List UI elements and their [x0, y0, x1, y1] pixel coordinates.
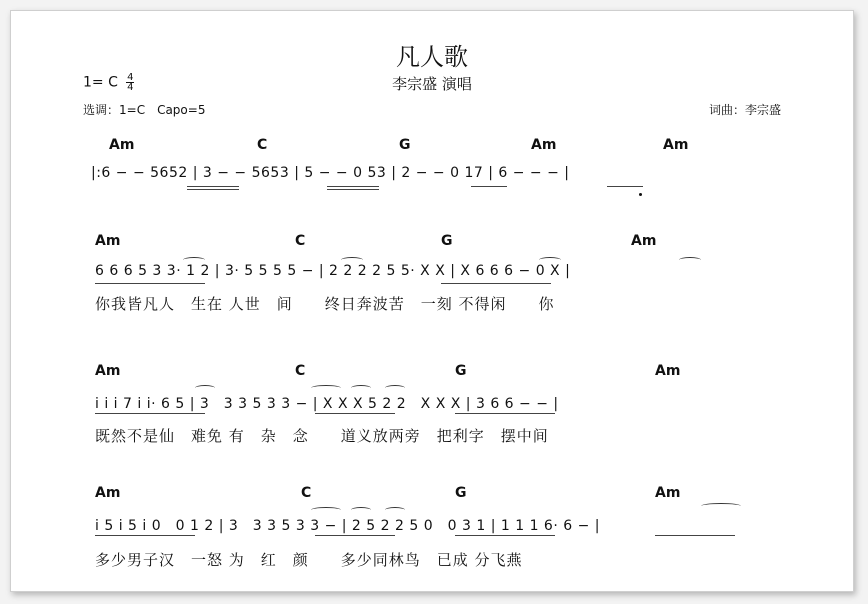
- beam: [607, 186, 643, 187]
- beam: [315, 535, 395, 536]
- chord: C: [257, 137, 268, 153]
- key-signature: [83, 73, 134, 92]
- time-signature: [126, 73, 134, 92]
- notation-line: i 5 i 5 i 0 0 1 2 | 3 3 3 5 3 3 − | 2 5 2 2 5 0 0 3 1 | 1 1 1 6· 6 − |: [95, 518, 600, 534]
- beam: [187, 189, 239, 190]
- octave-dot: [639, 193, 642, 196]
- beam: [655, 535, 735, 536]
- slur: [351, 507, 371, 513]
- chord: Am: [655, 363, 681, 379]
- song-title: 凡人歌: [396, 43, 468, 71]
- time-bottom: 4: [127, 82, 134, 93]
- lyrics-line: 既然不是仙 难免 有 杂 念 道义放两旁 把利字 摆中间: [95, 427, 549, 445]
- slur: [341, 257, 363, 263]
- slur: [311, 385, 341, 391]
- slur: [351, 385, 371, 391]
- chord: Am: [655, 485, 681, 501]
- chord: Am: [531, 137, 557, 153]
- key-label: 1= C: [83, 74, 118, 91]
- chord: Am: [95, 485, 121, 501]
- chord: Am: [95, 363, 121, 379]
- score-sheet: [10, 10, 854, 592]
- slur: [183, 257, 205, 263]
- lyrics-line: 你我皆凡人 生在 人世 间 终日奔波苦 一刻 不得闲 你: [95, 295, 555, 313]
- slur: [679, 257, 701, 263]
- credit-info: 词曲：李宗盛: [708, 103, 781, 117]
- chord: Am: [631, 233, 657, 249]
- singer-line: 李宗盛 演唱: [392, 75, 472, 93]
- slur: [701, 503, 741, 509]
- chord: Am: [95, 233, 121, 249]
- beam: [471, 186, 507, 187]
- chord: Am: [663, 137, 689, 153]
- notation-line: |:6 − − 5652 | 3 − − 5653 | 5 − − 0 53 | 2 − − 0 17 | 6 − − − |: [91, 165, 570, 181]
- slur: [539, 257, 561, 263]
- notation-line: 6 6 6 5 3 3· 1 2 | 3· 5 5 5 5 − | 2 2 2 2 5 5· X X | X 6 6 6 − 0 X |: [95, 263, 571, 279]
- beam: [327, 186, 379, 187]
- chord: G: [455, 485, 467, 501]
- chord: G: [441, 233, 453, 249]
- beam: [95, 283, 205, 284]
- chord: C: [295, 233, 306, 249]
- chord: G: [399, 137, 411, 153]
- chord: G: [455, 363, 467, 379]
- beam: [441, 283, 551, 284]
- beam: [327, 189, 379, 190]
- beam: [95, 413, 205, 414]
- time-top: 4: [127, 72, 134, 83]
- slur: [195, 385, 215, 391]
- beam: [187, 186, 239, 187]
- beam: [455, 413, 555, 414]
- beam: [95, 535, 195, 536]
- chord: C: [295, 363, 306, 379]
- slur: [385, 385, 405, 391]
- slur: [311, 507, 341, 513]
- tuning-info: 选调：1=C Capo=5: [83, 103, 206, 117]
- notation-line: i i i 7 i i· 6 5 | 3 3 3 5 3 3 − | X X X 5 2 2 X X X | 3 6 6 − − |: [95, 396, 559, 412]
- beam: [455, 535, 555, 536]
- slur: [385, 507, 405, 513]
- chord: C: [301, 485, 312, 501]
- lyrics-line: 多少男子汉 一怒 为 红 颜 多少同林鸟 已成 分飞燕: [95, 551, 523, 569]
- beam: [315, 413, 395, 414]
- chord: Am: [109, 137, 135, 153]
